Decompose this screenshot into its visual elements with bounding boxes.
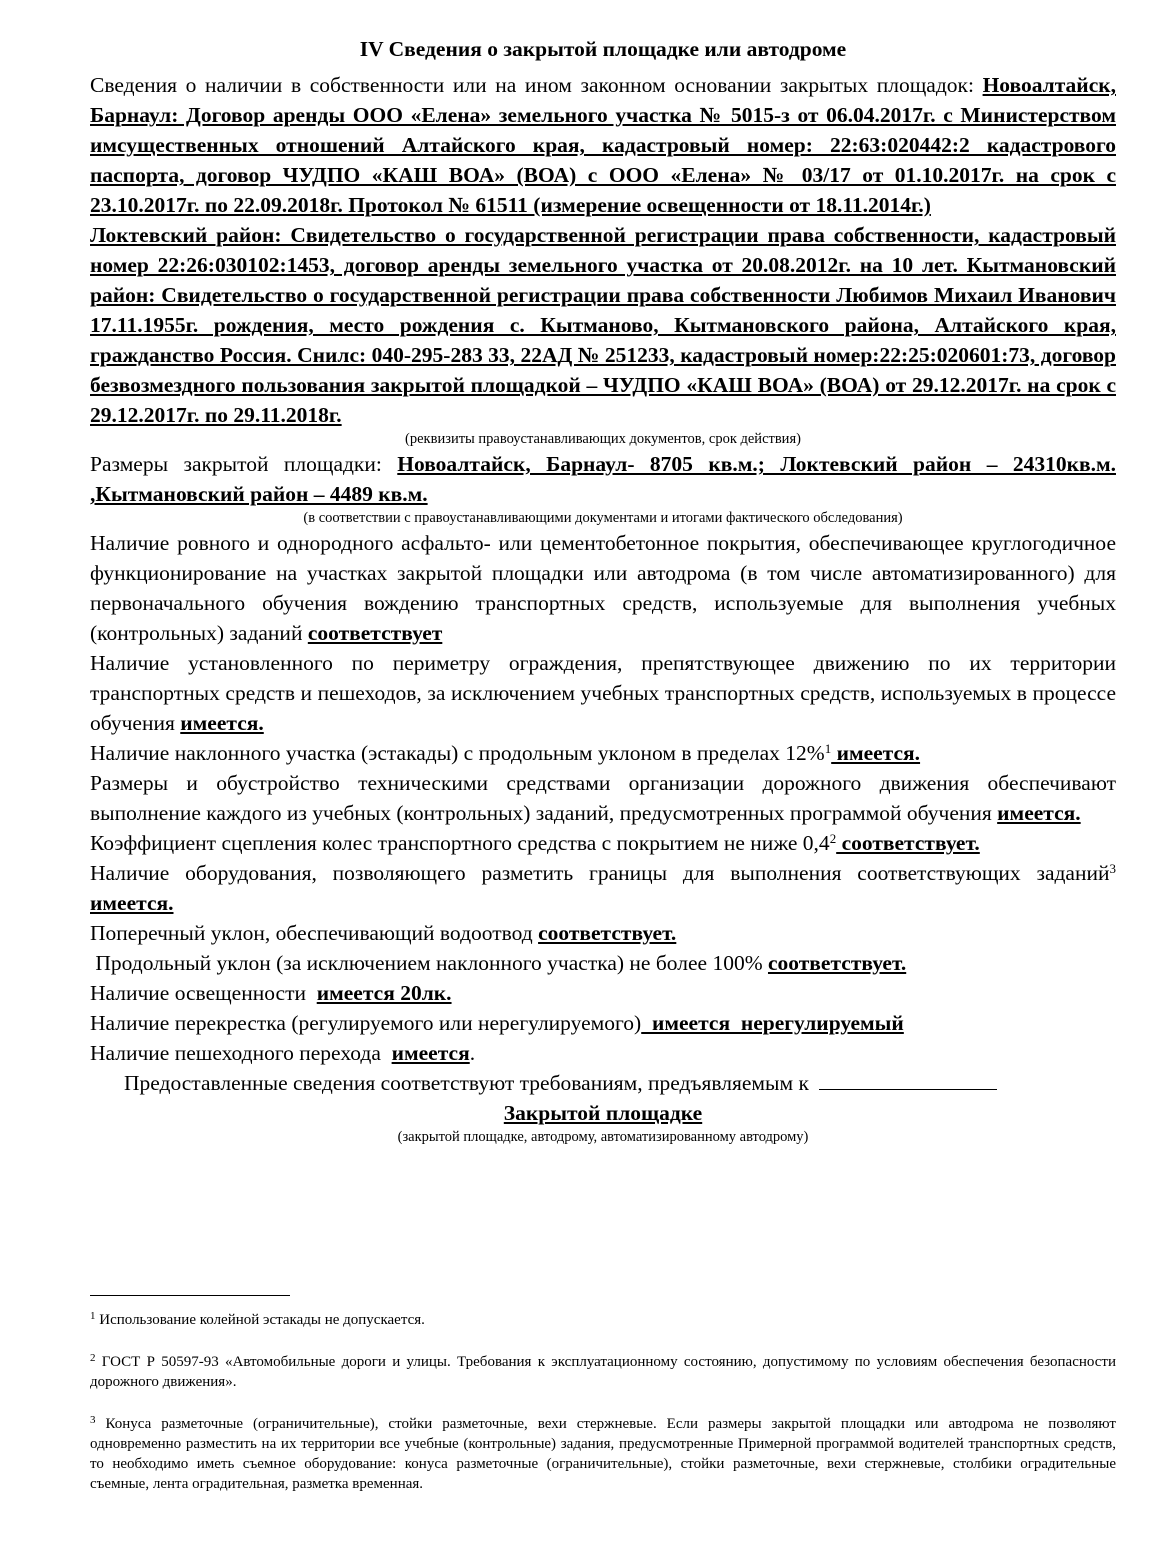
item-text: Наличие освещенности bbox=[90, 981, 317, 1005]
item-paragraph bbox=[90, 948, 1116, 978]
conclusion-paragraph bbox=[90, 1068, 1116, 1098]
ownership-paragraph bbox=[90, 70, 1116, 220]
blank-line bbox=[819, 1069, 997, 1090]
item-tail: . bbox=[469, 1041, 476, 1065]
item-value: имеется 20лк. bbox=[316, 981, 452, 1005]
sizes-paragraph bbox=[90, 449, 1116, 509]
item-text: Поперечный уклон, обеспечивающий водоотвод bbox=[90, 921, 539, 945]
item-value: имеется. bbox=[831, 741, 921, 765]
section-title: IV Сведения о закрытой площадке или автодроме bbox=[359, 37, 847, 61]
item-paragraph bbox=[90, 978, 1116, 1008]
ownership-paragraph-2 bbox=[90, 220, 1116, 430]
footnotes bbox=[90, 1310, 1116, 1516]
item-text: Коэффициент сцепления колес транспортного средства с покрытием не ниже 0,4 bbox=[90, 831, 830, 855]
item-text: Продольный уклон (за исключением наклонного участка) не более 100% bbox=[90, 951, 768, 975]
item-value: имеется. bbox=[180, 711, 264, 735]
item-value: имеется bbox=[391, 1041, 470, 1065]
item-text: Наличие установленного по периметру ограждения, препятствующее движению по их территории транспортных средств и пешеходов, за исключением учебных транспортных средств, используемых в процессе обучения bbox=[90, 651, 1116, 735]
footnote-text: Конуса разметочные (ограничительные), стойки разметочные, вехи стержневые. Если размеры закрытой площадки или автодрома не позволяют одновременно разместить на их территории все учебные (контрольные) задания, предусмотренные Примерной программой водителей транспортных средств, то необходимо иметь съемное оборудование: конуса разметочные (ограничительные), стойки разметочные, вехи стержневые, столбики оградительные съемные, лента оградительная, разметка временная. bbox=[90, 1416, 1116, 1492]
item-paragraph bbox=[90, 858, 1116, 918]
ownership-text: Новоалтайск, Барнаул: Договор аренды ООО «Елена» земельного участка № 5015-з от 06.04.2017г. с Министерством имсущественных отношений Алтайского края, кадастровый номер: 22:63:020442:2 кадастрового паспорта, договор ЧУДПО «КАШ ВОА» (ВОА) с ООО «Елена» № 03/17 от 01.10.2017г. на срок с 23.10.2017г. по 22.09.2018г. Протокол № 61511 (измерение освещенности от 18.11.2014г.) bbox=[90, 73, 1116, 217]
ownership-text-2: Локтевский район: Свидетельство о государственной регистрации права собственности, кадастровый номер 22:26:030102:1453, договор аренды земельного участка от 20.08.2012г. на 10 лет. Кытмановский район: Свидетельство о государственной регистрации права собственности Любимов Михаил Иванович 17.11.1955г. рождения, место рождения с. Кытманово, Кытмановского района, Алтайского края, гражданство Россия. Снилс: 040-295-283 33, 22АД № 251233, кадастровый номер:22:25:020601:73, договор безвозмездного пользования закрытой площадкой – ЧУДПО «КАШ ВОА» (ВОА) от 29.12.2017г. на срок с 29.12.2017г. по 29.11.2018г. bbox=[90, 223, 1116, 427]
conclusion-text: Предоставленные сведения соответствуют требованиям, предъявляемым к bbox=[124, 1071, 809, 1095]
footnote-number: 2 bbox=[90, 1352, 96, 1364]
item-text: Размеры и обустройство техническими средствами организации дорожного движения обеспечивают выполнение каждого из учебных (контрольных) заданий, предусмотренных программой обучения bbox=[90, 771, 1116, 825]
footnote bbox=[90, 1352, 1116, 1392]
item-paragraph bbox=[90, 1008, 1116, 1038]
item-paragraph bbox=[90, 528, 1116, 648]
conclusion-value-line bbox=[90, 1098, 1116, 1128]
item-value: соответствует. bbox=[767, 951, 907, 975]
conclusion-caption: (закрытой площадке, автодрому, автоматизированному автодрому) bbox=[397, 1129, 809, 1145]
item-value: имеется. bbox=[997, 801, 1081, 825]
footnote-text: Использование колейной эстакады не допускается. bbox=[95, 1312, 425, 1328]
sizes-label: Размеры закрытой площадки: bbox=[90, 452, 398, 476]
item-paragraph bbox=[90, 1038, 1116, 1068]
item-paragraph bbox=[90, 648, 1116, 738]
item-value: соответствует. bbox=[836, 831, 980, 855]
footnote-separator bbox=[90, 1295, 290, 1296]
item-value: имеется нерегулируемый bbox=[641, 1011, 904, 1035]
footnote-number: 1 bbox=[90, 1310, 96, 1322]
item-value: имеется. bbox=[90, 891, 174, 915]
item-value: соответствует. bbox=[538, 921, 677, 945]
footnote bbox=[90, 1310, 1116, 1330]
ownership-caption: (реквизиты правоустанавливающих документов, срок действия) bbox=[405, 431, 801, 447]
footnote-ref: 2 bbox=[829, 831, 837, 846]
item-text: Наличие пешеходного перехода bbox=[90, 1041, 392, 1065]
item-paragraph bbox=[90, 828, 1116, 858]
ownership-intro: Сведения о наличии в собственности или на ином законном основании закрытых площадок: bbox=[90, 73, 983, 97]
footnote-ref: 3 bbox=[1109, 861, 1116, 876]
item-paragraph bbox=[90, 918, 1116, 948]
footnote-ref: 1 bbox=[824, 741, 832, 756]
item-text: Наличие перекрестка (регулируемого или нерегулируемого) bbox=[90, 1011, 642, 1035]
item-value: соответствует bbox=[307, 621, 443, 645]
item-paragraph bbox=[90, 738, 1116, 768]
item-paragraph bbox=[90, 768, 1116, 828]
footnote-number: 3 bbox=[90, 1414, 96, 1426]
sizes-caption: (в соответствии с правоустанавливающими документами и итогами фактического обследования) bbox=[303, 510, 903, 526]
sizes-value: Новоалтайск, Барнаул- 8705 кв.м.; Локтевский район – 24310кв.м. ,Кытмановский район – 4489 кв.м. bbox=[90, 452, 1116, 506]
item-text: Наличие ровного и однородного асфальто- или цементобетонное покрытия, обеспечивающее круглогодичное функционирование на участках закрытой площадки или автодрома (в том числе автоматизированного) для первоначального обучения вождению транспортных средств, используемые для выполнения учебных (контрольных) заданий bbox=[90, 531, 1116, 645]
document-page bbox=[90, 34, 1116, 1147]
item-text: Наличие оборудования, позволяющего разметить границы для выполнения соответствующих заданий bbox=[90, 861, 1110, 885]
footnote-text: ГОСТ Р 50597-93 «Автомобильные дороги и улицы. Требования к эксплуатационному состоянию, допустимому по условиям обеспечения безопасности дорожного движения». bbox=[90, 1354, 1116, 1390]
item-text: Наличие наклонного участка (эстакады) с продольным уклоном в пределах 12% bbox=[90, 741, 825, 765]
conclusion-value: Закрытой площадке bbox=[503, 1101, 703, 1125]
footnote bbox=[90, 1414, 1116, 1494]
